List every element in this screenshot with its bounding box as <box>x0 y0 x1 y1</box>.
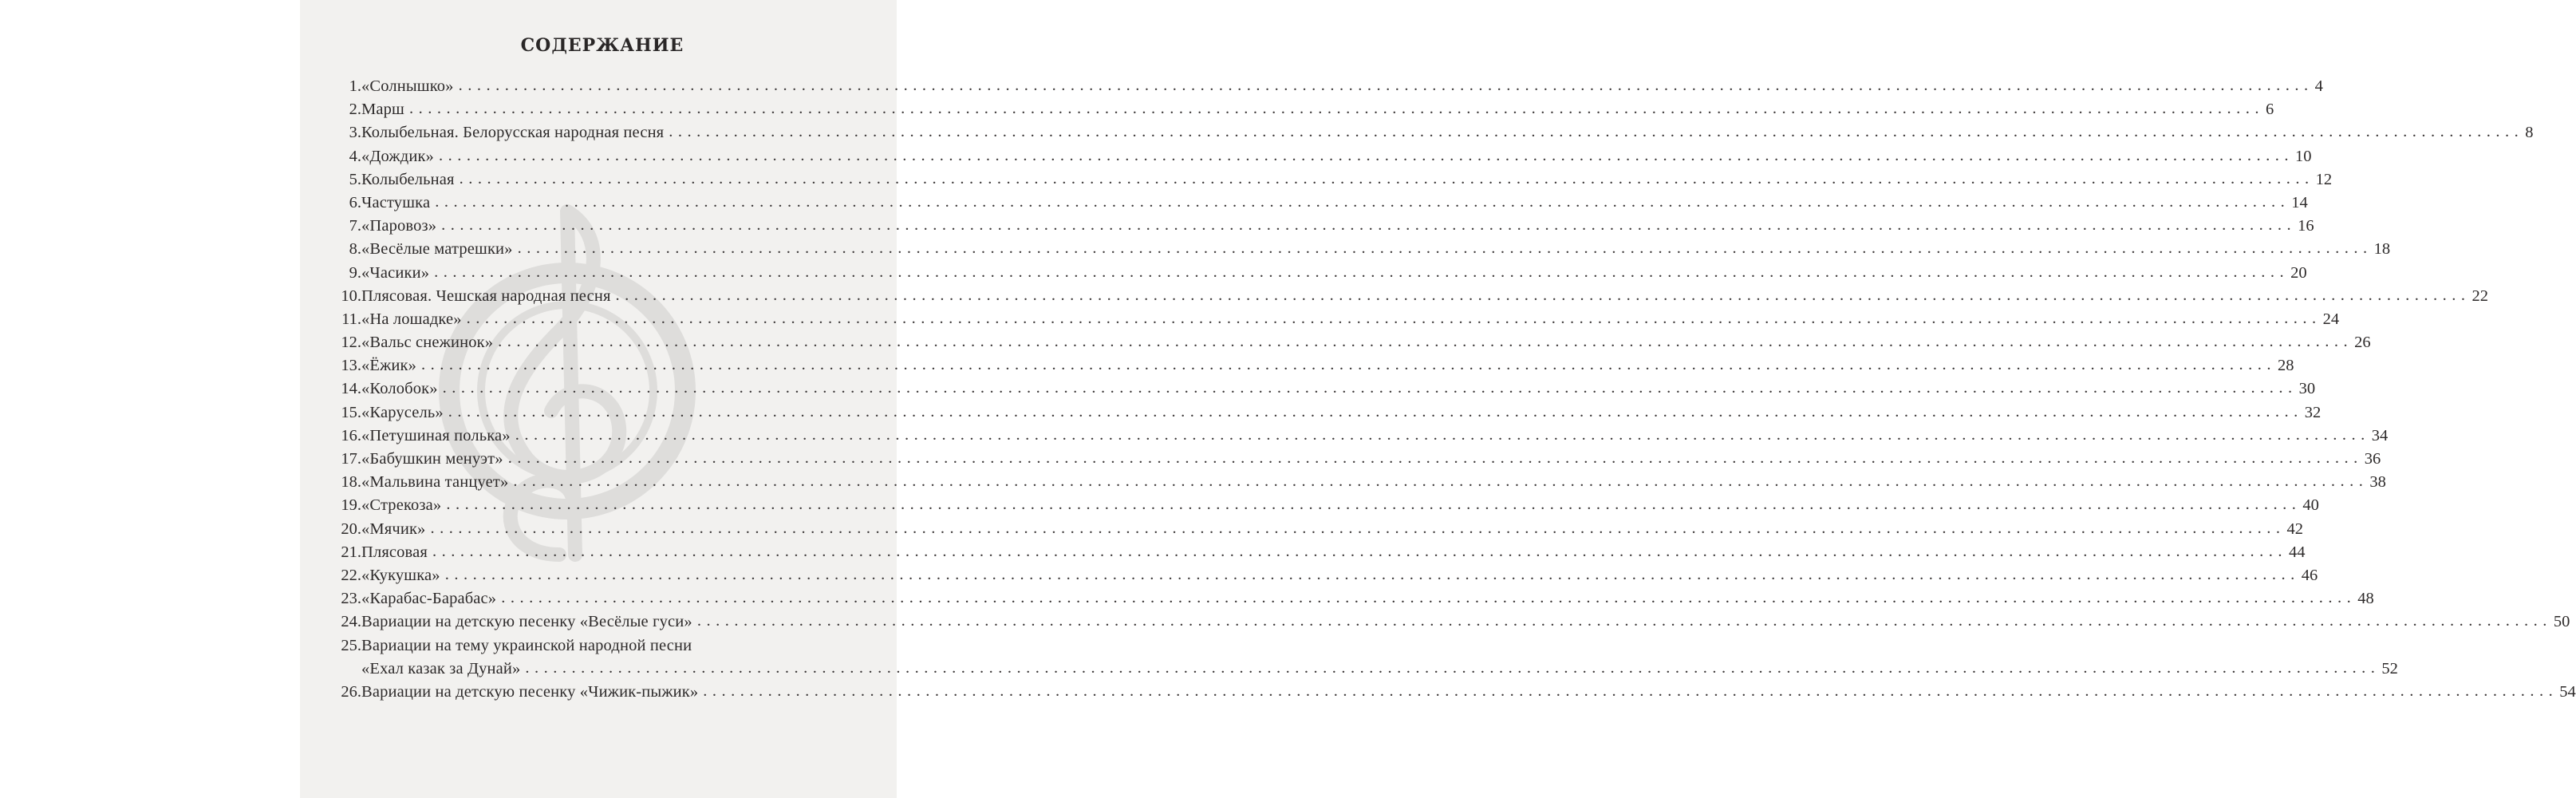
toc-entry-number: 13. <box>341 357 361 375</box>
toc-entry-title: «Бабушкин менуэт» <box>361 450 503 468</box>
toc-entry-row <box>361 75 2323 98</box>
toc-entry <box>332 168 2333 192</box>
document-page <box>300 0 2576 798</box>
toc-entry-number: 9. <box>349 263 361 282</box>
toc-entry-page-number: 16 <box>2298 217 2314 235</box>
dot-leader: ........................................................................................................................................................................................................ <box>513 472 2369 491</box>
toc-entry-row <box>361 587 2374 610</box>
toc-entry-title: Плясовая <box>361 543 428 561</box>
toc-entry-number: 19. <box>341 496 361 515</box>
toc-entry-title: «Петушиная полька» <box>361 426 511 444</box>
toc-entry-page-number: 24 <box>2322 310 2340 328</box>
toc-entry-page-number: 28 <box>2278 357 2294 375</box>
dot-leader: ........................................................................................................................................................................................................ <box>517 239 2373 258</box>
toc-entry-row <box>361 448 2381 471</box>
toc-entry-row <box>361 145 2312 168</box>
toc-entry-page-number: 52 <box>2381 659 2398 678</box>
toc-entry-page-number: 42 <box>2286 519 2303 538</box>
toc-entry-row <box>361 215 2314 238</box>
toc-entry-row <box>361 681 2576 704</box>
toc-entry-number: 15. <box>341 403 361 421</box>
toc-entry-number: 25. <box>341 636 361 654</box>
dot-leader: ........................................................................................................................................................................................................ <box>703 681 2558 700</box>
toc-entry <box>332 377 2316 401</box>
toc-entry-title: «Карусель» <box>361 403 444 421</box>
toc-entry-title: «Мальвина танцует» <box>361 473 509 492</box>
dot-leader: ........................................................................................................................................................................................................ <box>507 449 2363 467</box>
toc-entry-row <box>361 98 2274 121</box>
toc-entry-row <box>361 238 2391 261</box>
dot-leader: ........................................................................................................................................................................................................ <box>438 146 2294 164</box>
toc-entry <box>332 471 2386 494</box>
toc-entry-number: 5. <box>349 170 361 188</box>
toc-entry <box>332 541 2306 564</box>
toc-entry-number: 24. <box>341 613 361 631</box>
toc-entry <box>332 98 2274 121</box>
toc-entry-number: 26. <box>341 682 361 701</box>
toc-entry-page-number: 10 <box>2294 147 2312 165</box>
toc-entry-page-number: 8 <box>2525 124 2534 142</box>
toc-entry-number: 4. <box>349 147 361 165</box>
toc-entry-row <box>361 610 2570 634</box>
toc-entry-row <box>361 658 2398 681</box>
toc-entry-title: Частушка <box>361 193 431 211</box>
toc-entry-title: Колыбельная. Белорусская народная песня <box>361 124 665 142</box>
toc-entry-row <box>361 262 2307 285</box>
dot-leader: ........................................................................................................................................................................................................ <box>525 658 2381 677</box>
toc-entry <box>332 610 2570 634</box>
dot-leader: ........................................................................................................................................................................................................ <box>435 192 2290 211</box>
toc-entry <box>332 681 2576 704</box>
toc-entry-page-number: 48 <box>2357 590 2374 608</box>
toc-entry-page-number: 36 <box>2364 450 2381 468</box>
toc-entry-page-number: 20 <box>2290 263 2307 282</box>
toc-entry-title: «Карабас-Барабас» <box>361 590 497 608</box>
toc-entry-page-number: 4 <box>2314 77 2323 95</box>
dot-leader: ........................................................................................................................................................................................................ <box>444 565 2300 583</box>
toc-entry-row <box>361 354 2294 377</box>
dot-leader: ........................................................................................................................................................................................................ <box>408 100 2264 118</box>
toc-entry <box>332 587 2374 610</box>
dot-leader: ........................................................................................................................................................................................................ <box>669 123 2524 141</box>
dot-leader: ........................................................................................................................................................................................................ <box>615 286 2471 304</box>
toc-entry <box>332 262 2307 285</box>
toc-entry-page-number: 40 <box>2302 496 2319 515</box>
dot-leader: ........................................................................................................................................................................................................ <box>421 356 2277 374</box>
dot-leader: ........................................................................................................................................................................................................ <box>466 309 2322 327</box>
toc-entry-title: Вариации на тему украинской народной песни <box>361 636 692 654</box>
dot-leader: ........................................................................................................................................................................................................ <box>442 379 2298 397</box>
dot-leader: ........................................................................................................................................................................................................ <box>446 496 2302 514</box>
toc-entry-page-number: 30 <box>2298 380 2316 398</box>
toc-entry-title: «Весёлые матрешки» <box>361 240 513 259</box>
toc-entry-row <box>361 121 2534 144</box>
page-title: СОДЕРЖАНИЕ <box>520 35 684 56</box>
toc-entry-page-number: 34 <box>2371 426 2389 444</box>
toc-entry-row <box>361 425 2389 448</box>
toc-entry-title: «Стрекоза» <box>361 496 442 515</box>
toc-entry-number: 11. <box>341 310 361 328</box>
toc-entry-title: Марш <box>361 101 404 119</box>
toc-entry <box>332 658 2398 681</box>
toc-entry-number: 18. <box>341 473 361 492</box>
toc-entry-number: 21. <box>341 543 361 561</box>
toc-entry-title: «На лошадке» <box>361 310 462 328</box>
toc-entry-row <box>361 518 2303 541</box>
toc-entry-title: «Ёжик» <box>361 357 417 375</box>
dot-leader: ........................................................................................................................................................................................................ <box>448 402 2303 421</box>
toc-entry-title: «Дождик» <box>361 147 434 165</box>
toc-entry-number: 6. <box>349 193 361 211</box>
dot-leader: ........................................................................................................................................................................................................ <box>515 425 2370 444</box>
toc-entry-title: «Мячик» <box>361 519 426 538</box>
toc-entry <box>332 634 866 658</box>
toc-entry <box>332 331 2371 354</box>
dot-leader: ........................................................................................................................................................................................................ <box>459 169 2314 188</box>
toc-entry-row <box>361 541 2306 564</box>
toc-entry <box>332 518 2303 541</box>
toc-entry-title: Вариации на детскую песенку «Весёлые гуси» <box>361 613 692 631</box>
toc-entry <box>332 145 2312 168</box>
toc-entry <box>332 285 2489 308</box>
toc-entry-number: 17. <box>341 450 361 468</box>
dot-leader: ........................................................................................................................................................................................................ <box>498 333 2353 351</box>
toc-entry-row <box>361 564 2318 587</box>
toc-entry <box>332 238 2391 261</box>
toc-entry-title: Вариации на детскую песенку «Чижик-пыжик» <box>361 682 699 701</box>
toc-entry-title: «Ехал казак за Дунай» <box>361 659 521 678</box>
table-of-contents <box>332 75 2576 704</box>
toc-entry-number: 22. <box>341 566 361 584</box>
toc-entry-number: 23. <box>341 590 361 608</box>
toc-entry-page-number: 18 <box>2373 240 2391 259</box>
toc-entry-page-number: 54 <box>2559 682 2576 701</box>
toc-entry-page-number: 22 <box>2471 286 2489 305</box>
toc-entry-title: «Колобок» <box>361 380 438 398</box>
toc-entry-number: 20. <box>341 519 361 538</box>
toc-entry-page-number: 50 <box>2553 613 2570 631</box>
toc-entry <box>332 354 2294 377</box>
toc-entry-row <box>361 634 866 658</box>
toc-entry-title: «Солнышко» <box>361 77 454 95</box>
toc-entry-row <box>361 471 2386 494</box>
toc-entry <box>332 75 2323 98</box>
toc-entry-page-number: 14 <box>2291 193 2308 211</box>
toc-entry-title: «Вальс снежинок» <box>361 334 494 352</box>
toc-entry-page-number: 46 <box>2301 566 2318 584</box>
dot-leader: ........................................................................................................................................................................................................ <box>432 542 2287 560</box>
toc-entry-number: 8. <box>349 240 361 259</box>
toc-entry-title: Колыбельная <box>361 170 455 188</box>
dot-leader: ........................................................................................................................................................................................................ <box>430 519 2286 537</box>
toc-entry-row <box>361 401 2322 425</box>
toc-entry-title: «Паровоз» <box>361 217 437 235</box>
toc-entry-row <box>361 331 2371 354</box>
toc-entry-page-number: 38 <box>2369 473 2386 492</box>
dot-leader: ........................................................................................................................................................................................................ <box>441 216 2297 235</box>
dot-leader: ........................................................................................................................................................................................................ <box>434 263 2290 281</box>
toc-entry <box>332 401 2322 425</box>
dot-leader: ........................................................................................................................................................................................................ <box>458 77 2314 94</box>
toc-entry-number: 1. <box>349 77 361 95</box>
toc-entry <box>332 564 2318 587</box>
toc-entry-number: 10. <box>341 286 361 305</box>
toc-entry-page-number: 6 <box>2265 101 2274 119</box>
toc-entry <box>332 448 2381 471</box>
toc-entry-page-number: 26 <box>2354 334 2371 352</box>
toc-entry-number: 7. <box>349 217 361 235</box>
toc-entry-title: «Часики» <box>361 263 430 282</box>
toc-entry-title: «Кукушка» <box>361 566 440 584</box>
toc-entry-page-number: 32 <box>2304 403 2322 421</box>
toc-entry <box>332 192 2308 215</box>
toc-entry-row <box>361 285 2489 308</box>
toc-entry-page-number: 44 <box>2288 543 2306 561</box>
toc-entry-row <box>361 494 2319 517</box>
toc-entry <box>332 308 2340 331</box>
toc-entry-row <box>361 192 2308 215</box>
toc-entry-page-number: 12 <box>2315 170 2333 188</box>
dot-leader: ........................................................................................................................................................................................................ <box>696 612 2552 630</box>
dot-leader: ........................................................................................................................................................................................................ <box>501 589 2357 607</box>
toc-entry-row <box>361 308 2340 331</box>
toc-entry-row <box>361 377 2316 401</box>
toc-entry-number: 16. <box>341 426 361 444</box>
toc-entry-number: 3. <box>349 124 361 142</box>
toc-entry-row <box>361 168 2333 192</box>
toc-entry <box>332 215 2314 238</box>
toc-entry-title: Плясовая. Чешская народная песня <box>361 286 611 305</box>
toc-entry-number: 2. <box>349 101 361 119</box>
toc-entry <box>332 425 2389 448</box>
toc-entry <box>332 121 2534 144</box>
toc-entry-number: 14. <box>341 380 361 398</box>
toc-entry <box>332 494 2319 517</box>
toc-entry-number: 12. <box>341 334 361 352</box>
